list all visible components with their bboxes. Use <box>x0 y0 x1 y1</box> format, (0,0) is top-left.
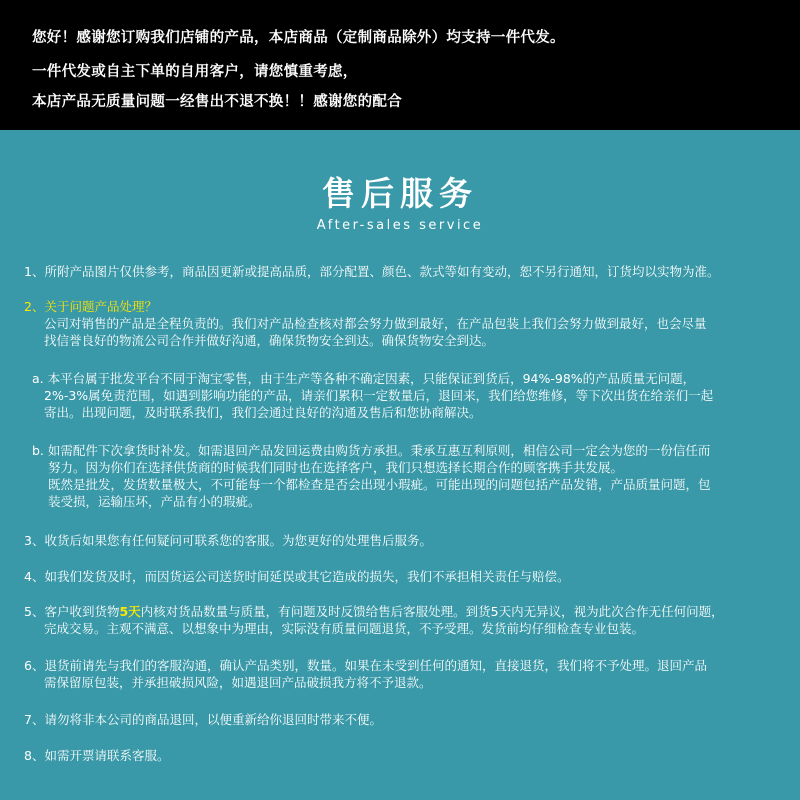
page-subtitle: After-sales service <box>316 218 484 233</box>
policy-item-7: 7、请勿将非本公司的商品退回，以便重新给你退回时带来不便。 <box>24 712 382 727</box>
notice-line-2: 一件代发或自主下单的自用客户，请您慎重考虑， <box>32 64 358 80</box>
policy-item-1: 1、所附产品图片仅供参考，商品因更新或提高品质，部分配置、颜色、款式等如有变动，恕不另行通知，订货均以实物为准。 <box>24 264 720 279</box>
policy-item-2 <box>24 298 707 349</box>
policy-item-5 <box>24 603 724 637</box>
policy-item-2b-line-2: 努力。因为你们在选择供货商的时候我们同时也在选择客户，我们只想选择长期合作的顾客携手共发展。 <box>48 460 624 475</box>
page-title: 售后服务 <box>322 174 478 213</box>
policy-item-2a-line-2: 2%-3%属免责范围，如遇到影响功能的产品，请亲们累积一定数量后，退回来，我们给您维修，等下次出货在给亲们一起 <box>44 388 714 403</box>
policy-item-5-suffix: 内核对货品数量与质量，有问题及时反馈给售后客服处理。到货5天内无异议，视为此次合作无任何问题， <box>140 604 724 619</box>
policy-item-2-line-2: 找信誉良好的物流公司合作并做好沟通，确保货物安全到达。确保货物安全到达。 <box>44 333 495 348</box>
policy-item-5-highlight: 5天 <box>119 604 141 619</box>
policy-item-2-title: 2、关于问题产品处理？ <box>24 299 157 314</box>
policy-item-2b <box>32 442 711 510</box>
notice-banner <box>0 0 800 130</box>
policy-item-2-line-1: 公司对销售的产品是全程负责的。我们对产品检查核对都会努力做到最好，在产品包装上我们会努力做到最好，也会尽量 <box>44 316 707 331</box>
policy-item-2b-line-4: 装受损，运输压坏，产品有小的瑕疵。 <box>48 494 261 509</box>
policy-item-2b-line-1: b. 如需配件下次拿货时补发。如需退回产品发回运费由购货方承担。秉承互惠互利原则，相信公司一定会为您的一份信任而 <box>32 443 711 458</box>
policy-item-6-line-2: 需保留原包装，并承担破损风险，如遇退回产品破损我方将不予退款。 <box>44 675 432 690</box>
notice-line-1: 您好！感谢您订购我们店铺的产品，本店商品（定制商品除外）均支持一件代发。 <box>32 30 565 46</box>
policy-item-5-line-1 <box>24 603 724 620</box>
policy-item-5-prefix: 5、客户收到货物 <box>24 604 120 619</box>
policy-item-2a <box>32 370 713 421</box>
notice-line-3: 本店产品无质量问题一经售出不退不换！！感谢您的配合 <box>32 94 402 110</box>
policy-item-3: 3、收货后如果您有任何疑问可联系您的客服。为您更好的处理售后服务。 <box>24 533 432 548</box>
policy-item-6 <box>24 657 707 691</box>
policy-item-2a-line-1: a. 本平台属于批发平台不同于淘宝零售，由于生产等各种不确定因素，只能保证到货后，94%-98%的产品质量无问题， <box>32 371 696 386</box>
policy-item-8: 8、如需开票请联系客服。 <box>24 748 170 763</box>
policy-item-5-line-2: 完成交易。主观不满意、以想象中为理由，实际没有质量问题退货，不予受理。发货前均仔细检查专业包装。 <box>44 621 645 636</box>
policy-item-6-line-1: 6、退货前请先与我们的客服沟通，确认产品类别，数量。如果在未受到任何的通知，直接退货，我们将不予处理。退回产品 <box>24 658 707 673</box>
policy-item-4: 4、如我们发货及时，而因货运公司送货时间延误或其它造成的损失，我们不承担相关责任与赔偿。 <box>24 569 570 584</box>
policy-item-2b-line-3: 既然是批发，发货数量极大，不可能每一个都检查是否会出现小瑕疵。可能出现的问题包括产品发错，产品质量问题，包 <box>48 477 711 492</box>
policy-item-2a-line-3: 寄出。出现问题，及时联系我们，我们会通过良好的沟通及售后和您协商解决。 <box>44 405 482 420</box>
